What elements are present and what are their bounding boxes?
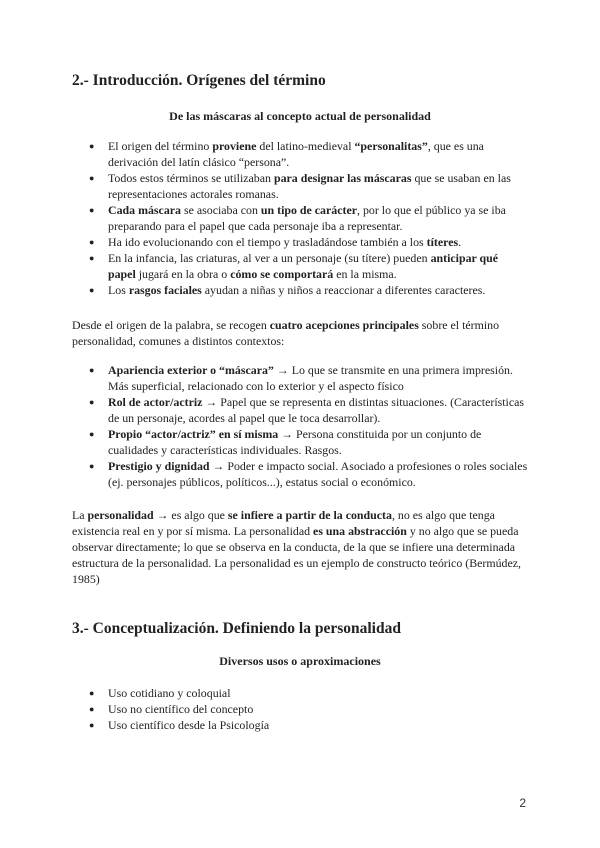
list-item: ● Cada máscara se asociaba con un tipo de carácter, por lo que el público ya se iba preparando para el papel que cada personaje iba a representar. bbox=[72, 202, 528, 234]
list-item: ● Uso científico desde la Psicología bbox=[72, 717, 528, 733]
list-item: ● Los rasgos faciales ayudan a niñas y niños a reaccionar a diferentes caracteres. bbox=[72, 282, 528, 298]
origin-bullet-list bbox=[72, 138, 528, 298]
section-3-subtitle: Diversos usos o aproximaciones bbox=[219, 654, 381, 668]
list-item: ● Propio “actor/actriz” en sí misma → Persona constituida por un conjunto de cualidades y características individuales. Rasgos. bbox=[72, 426, 528, 458]
list-item: ● Ha ido evolucionando con el tiempo y trasladándose también a los títeres. bbox=[72, 234, 528, 250]
section-2-heading: 2.- Introducción. Orígenes del término bbox=[72, 72, 326, 89]
usos-list bbox=[72, 685, 528, 733]
list-item: ● Uso no científico del concepto bbox=[72, 701, 528, 717]
list-item: ● Rol de actor/actriz → Papel que se representa en distintas situaciones. (Características de un personaje, acordes al papel que le toca desarrollar). bbox=[72, 394, 528, 426]
list-item: ● Prestigio y dignidad → Poder e impacto social. Asociado a profesiones o roles sociales (ej. personajes públicos, políticos...), estatus social o económico. bbox=[72, 458, 528, 490]
list-item: ● Uso cotidiano y coloquial bbox=[72, 685, 528, 701]
list-item: ● En la infancia, las criaturas, al ver a un personaje (su títere) pueden anticipar qué papel jugará en la obra o cómo se comportará en la misma. bbox=[72, 250, 528, 282]
section-3-heading: 3.- Conceptualización. Definiendo la personalidad bbox=[72, 620, 401, 637]
list-item: ● Apariencia exterior o “máscara” → Lo que se transmite en una primera impresión. Más superficial, relacionado con lo exterior y el aspecto físico bbox=[72, 362, 528, 394]
list-item: ● El origen del término proviene del latino-medieval “personalitas”, que es una derivación del latín clásico “persona”. bbox=[72, 138, 528, 170]
section-2-subtitle: De las máscaras al concepto actual de personalidad bbox=[169, 109, 431, 123]
acepciones-intro: Desde el origen de la palabra, se recogen cuatro acepciones principales sobre el término personalidad, comunes a distintos contextos: bbox=[72, 318, 500, 348]
page-number: 2 bbox=[519, 796, 526, 810]
personalidad-paragraph: La personalidad → es algo que se infiere a partir de la conducta, no es algo que tenga existencia real en y por sí misma. La personalidad es una abstracción y no algo que se pueda observar directamente; lo que se observa en la conducta, de la que se infiere una determinada estructura de la personalidad. La personalidad es un ejemplo de constructo teórico (Bermúdez, 1985) bbox=[72, 508, 522, 586]
acepciones-list bbox=[72, 362, 528, 490]
list-item: ● Todos estos términos se utilizaban para designar las máscaras que se usaban en las representaciones actorales romanas. bbox=[72, 170, 528, 202]
